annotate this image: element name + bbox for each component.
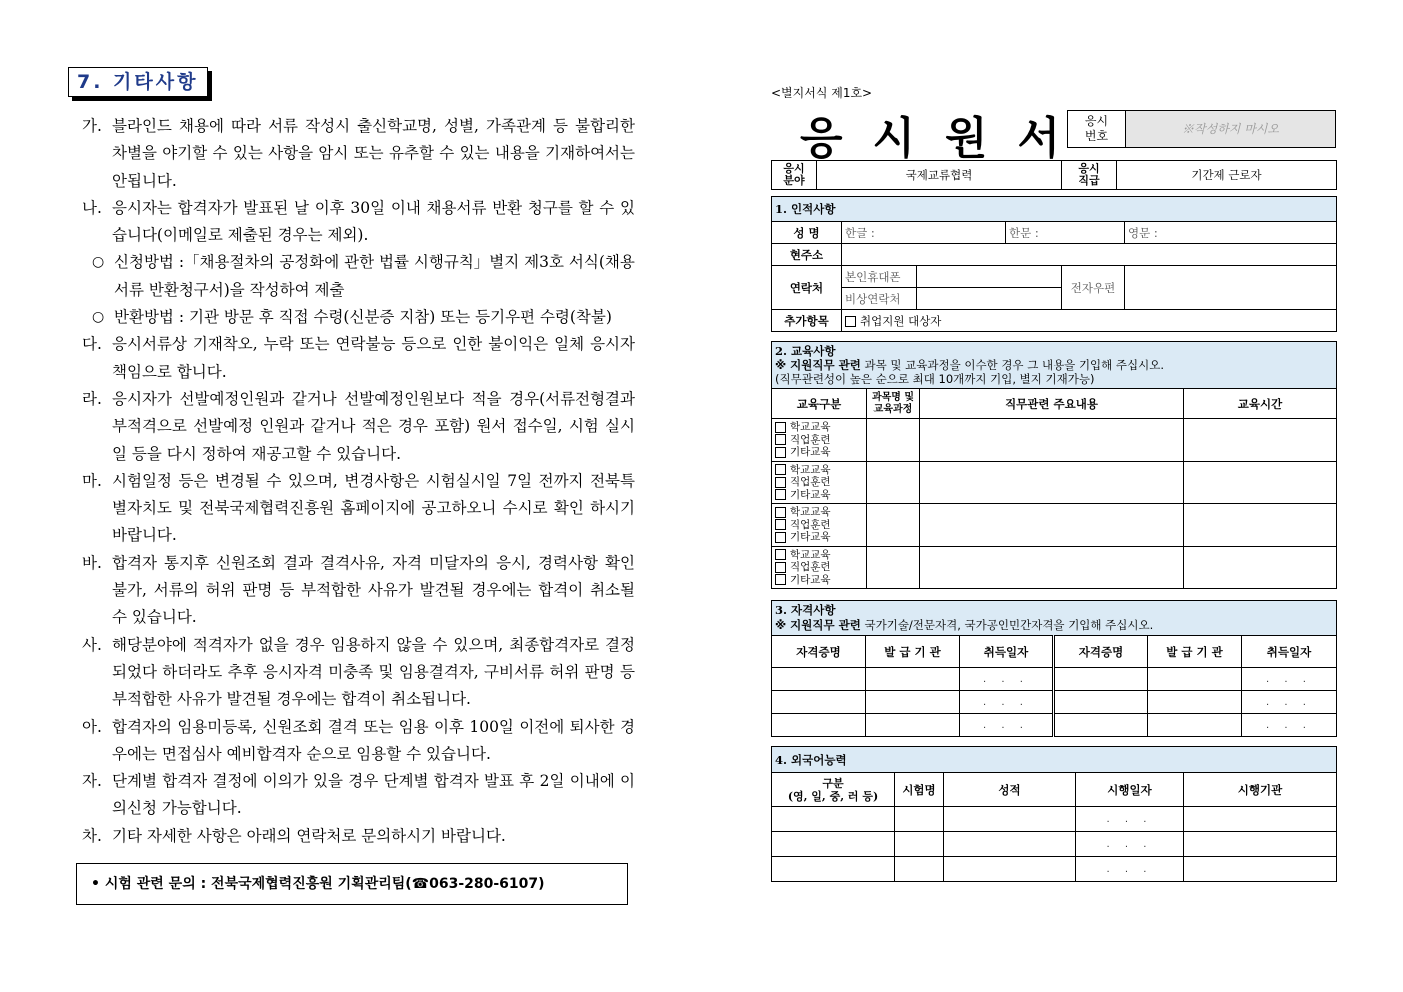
contact-box: • 시험 관련 문의 : 전북국제협력진흥원 기획관리팀(☎063-280-6107): [76, 863, 628, 905]
lang-col-date: 시행일자: [1076, 773, 1184, 807]
item-label: 자.: [82, 772, 102, 791]
rank-value[interactable]: 기간제 근로자: [1117, 161, 1337, 190]
item-text: 해당분야에 적격자가 없을 경우 임용하지 않을 수 있으며, 최종합격자로 결정되었다 하더라도 추후 응시자격 미충족 및 임용결격자, 구비서류 허위 판명 등 부적합한 사유가 발견될 경우에는 합격이 취소됩니다.: [112, 635, 635, 709]
edu-option-label: 기타교육: [790, 573, 831, 586]
item-label: 라.: [82, 389, 102, 408]
checkbox-icon[interactable]: [775, 562, 786, 573]
language-row: [772, 857, 1337, 882]
field-label: 응시 분야: [772, 161, 817, 190]
name-label: 성 명: [772, 222, 842, 244]
edu-option[interactable]: [775, 464, 863, 477]
notice-item: [82, 386, 635, 468]
contact-label: 연락처: [772, 266, 842, 310]
license-field[interactable]: [1148, 668, 1242, 691]
education-header: [772, 342, 1337, 389]
lang-col-org: 시행기관: [1184, 773, 1337, 807]
checkbox-icon[interactable]: [775, 464, 786, 475]
application-number-box: [1067, 110, 1336, 148]
item-label: 가.: [82, 117, 102, 135]
item-text: 시험일정 등은 변경될 수 있으며, 변경사항은 시험실시일 7일 전까지 전북특별자치도 및 전북국제협력진흥원 홈페이지에 공고하오니 수시로 확인 하시기 바랍니다.: [112, 471, 635, 545]
license-col: 자격증명: [1054, 636, 1148, 668]
edu-type-cell: [772, 461, 867, 504]
item-label: 마.: [82, 471, 102, 490]
education-title: 2. 교육사항: [775, 344, 836, 358]
notice-item: [82, 632, 635, 714]
license-header: [772, 601, 1337, 636]
item-label: 다.: [82, 335, 102, 354]
license-col: 자격증명: [772, 636, 866, 668]
license-date-field[interactable]: . . .: [1242, 714, 1337, 737]
notice-subitem: [82, 304, 635, 331]
name-hangul-field[interactable]: 한글 :: [842, 222, 1006, 244]
edu-option-label: 직업훈련: [790, 518, 831, 531]
edu-hours-field[interactable]: [1184, 546, 1337, 589]
lang-field[interactable]: [772, 807, 895, 832]
edu-option-label: 학교교육: [790, 463, 831, 476]
edu-content-field[interactable]: [920, 546, 1184, 589]
field-value[interactable]: 국제교류협력: [817, 161, 1062, 190]
checkbox-icon[interactable]: [775, 507, 786, 518]
personal-table: [771, 196, 1337, 332]
left-page: [0, 0, 700, 992]
license-table: [771, 600, 1337, 737]
email-field[interactable]: [1125, 266, 1337, 310]
extra-option: 취업지원 대상자: [860, 313, 942, 328]
lang-field[interactable]: [1184, 832, 1337, 857]
checkbox-icon[interactable]: [775, 489, 786, 500]
lang-field[interactable]: [895, 832, 944, 857]
item-label: ○: [92, 254, 105, 271]
edu-option-label: 직업훈련: [790, 476, 831, 488]
name-english-field[interactable]: 영문 :: [1125, 222, 1337, 244]
edu-row: [772, 504, 1337, 547]
lang-col-score: 성적: [944, 773, 1076, 807]
edu-row: [772, 461, 1337, 504]
license-field[interactable]: [866, 691, 960, 714]
checkbox-icon[interactable]: [845, 316, 856, 327]
notice-subitem: [82, 249, 635, 304]
edu-type-cell: [772, 546, 867, 589]
lang-field[interactable]: [1184, 807, 1337, 832]
edu-option-label: 학교교육: [790, 506, 831, 518]
notice-item: [82, 550, 635, 632]
notice-list: [82, 113, 635, 850]
lang-field[interactable]: [944, 807, 1076, 832]
edu-option-label: 학교교육: [790, 421, 831, 433]
edu-content-field[interactable]: [920, 419, 1184, 462]
edu-row: [772, 419, 1337, 462]
edu-option[interactable]: [775, 574, 863, 587]
edu-type-cell: [772, 419, 867, 462]
notice-item: [82, 823, 635, 850]
license-field[interactable]: [772, 714, 866, 737]
education-note2: (직무관련성이 높은 순으로 최대 10개까지 기입, 별지 기재가능): [775, 372, 1095, 386]
section-title: 7. 기타사항: [68, 67, 208, 97]
item-text: 블라인드 채용에 따라 서류 작성시 출신학교명, 성별, 가족관계 등 불합리한 차별을 야기할 수 있는 사항을 암시 또는 유추할 수 있는 내용을 기재하여서는 안됩니다.: [112, 117, 635, 190]
license-field[interactable]: [1054, 691, 1148, 714]
edu-col-subject: 과목명 및 교육과정: [867, 389, 920, 419]
form-title: 응시원서: [800, 113, 1091, 164]
lang-field[interactable]: [772, 857, 895, 882]
checkbox-icon[interactable]: [775, 519, 786, 530]
form-label: <별지서식 제1호>: [771, 86, 873, 100]
edu-option[interactable]: [775, 476, 863, 489]
edu-subject-field[interactable]: [867, 419, 920, 462]
extra-label: 추가항목: [772, 310, 842, 332]
license-field[interactable]: [1054, 714, 1148, 737]
checkbox-icon[interactable]: [775, 477, 786, 488]
edu-option[interactable]: [775, 506, 863, 519]
item-text: 반환방법 : 기관 방문 후 직접 수령(신분증 지참) 또는 등기우편 수령(착불): [114, 308, 612, 327]
license-date-field[interactable]: . . .: [960, 668, 1054, 691]
item-label: 바.: [82, 553, 102, 572]
language-row: [772, 832, 1337, 857]
edu-option[interactable]: [775, 446, 863, 459]
address-field[interactable]: [842, 244, 1337, 266]
lang-date-field[interactable]: . . .: [1076, 807, 1184, 832]
license-row: [772, 714, 1337, 737]
license-row: [772, 668, 1337, 691]
education-table: [771, 341, 1337, 589]
lang-field[interactable]: [944, 857, 1076, 882]
checkbox-icon[interactable]: [775, 549, 786, 560]
item-label: ○: [92, 309, 105, 326]
item-label: 아.: [82, 717, 102, 736]
checkbox-icon[interactable]: [775, 422, 786, 433]
checkbox-icon[interactable]: [775, 574, 786, 585]
checkbox-icon[interactable]: [775, 532, 786, 543]
license-field[interactable]: [772, 691, 866, 714]
email-label: 전자우편: [1062, 266, 1125, 310]
lang-field[interactable]: [1184, 857, 1337, 882]
emergency-field[interactable]: [917, 288, 1062, 310]
item-text: 신청방법 :「채용절차의 공정화에 관한 법률 시행규칙」별지 제3호 서식(채용서류 반환청구서)을 작성하여 제출: [114, 253, 635, 299]
notice-item: [82, 195, 635, 250]
edu-option[interactable]: [775, 531, 863, 544]
mobile-label: 본인휴대폰: [842, 266, 917, 288]
license-date-field[interactable]: . . .: [960, 691, 1054, 714]
edu-hours-field[interactable]: [1184, 461, 1337, 504]
item-text: 응시자가 선발예정인원과 같거나 선발예정인원보다 적을 경우(서류전형결과 부적격으로 선발예정 인원과 같거나 적은 경우 포함) 원서 접수일, 시험 실시일 등을 다시 정하여 재공고할 수 있습니다.: [112, 389, 635, 463]
item-label: 나.: [82, 198, 102, 217]
edu-content-field[interactable]: [920, 504, 1184, 547]
edu-hours-field[interactable]: [1184, 504, 1337, 547]
license-date-field[interactable]: . . .: [1242, 668, 1337, 691]
emergency-label: 비상연락처: [842, 288, 917, 310]
license-col: 발 급 기 관: [866, 636, 960, 668]
license-field[interactable]: [1148, 714, 1242, 737]
edu-subject-field[interactable]: [867, 461, 920, 504]
edu-option[interactable]: [775, 561, 863, 574]
license-field[interactable]: [866, 714, 960, 737]
license-field[interactable]: [866, 668, 960, 691]
extra-field: [842, 310, 1337, 332]
item-label: 사.: [82, 635, 102, 654]
edu-option[interactable]: [775, 489, 863, 502]
edu-option-label: 기타교육: [790, 446, 831, 458]
app-no-value: ※작성하지 마시오: [1126, 111, 1335, 147]
edu-hours-field[interactable]: [1184, 419, 1337, 462]
lang-date-field[interactable]: . . .: [1076, 832, 1184, 857]
item-text: 응시자는 합격자가 발표된 날 이후 30일 이내 채용서류 반환 청구를 할 수 있습니다(이메일로 제출된 경우는 제외).: [112, 198, 635, 245]
license-row: [772, 691, 1337, 714]
edu-option-label: 학교교육: [790, 548, 831, 561]
edu-option[interactable]: [775, 434, 863, 447]
lang-field[interactable]: [944, 832, 1076, 857]
license-date-field[interactable]: . . .: [960, 714, 1054, 737]
item-text: 기타 자세한 사항은 아래의 연락처로 문의하시기 바랍니다.: [112, 826, 506, 845]
notice-item: [82, 113, 635, 195]
edu-col-content: 직무관련 주요내용: [920, 389, 1184, 419]
edu-option[interactable]: [775, 519, 863, 532]
item-text: 응시서류상 기재착오, 누락 또는 연락불능 등으로 인한 불이익은 일체 응시자 책임으로 합니다.: [112, 335, 635, 381]
checkbox-icon[interactable]: [775, 447, 786, 458]
app-no-label: 응시 번호: [1068, 111, 1126, 147]
license-field[interactable]: [1054, 668, 1148, 691]
license-col: 취득일자: [960, 636, 1054, 668]
item-text: 합격자의 임용미등록, 신원조회 결격 또는 임용 이후 100일 이전에 퇴사한 경우에는 면접심사 예비합격자 순으로 임용할 수 있습니다.: [112, 717, 635, 763]
edu-subject-field[interactable]: [867, 504, 920, 547]
checkbox-icon[interactable]: [775, 434, 786, 445]
edu-option-label: 직업훈련: [790, 433, 831, 446]
license-col: 발 급 기 관: [1148, 636, 1242, 668]
notice-item: [82, 331, 635, 386]
rank-label: 응시 직급: [1062, 161, 1117, 190]
notice-item: [82, 468, 635, 550]
lang-col-type: 구분 (영, 일, 중, 러 등): [772, 773, 895, 807]
lang-date-field[interactable]: . . .: [1076, 857, 1184, 882]
item-text: 단계별 합격자 결정에 이의가 있을 경우 단계별 합격자 발표 후 2일 이내에 이의신청 가능합니다.: [112, 772, 635, 818]
item-text: 합격자 통지후 신원조회 결과 결격사유, 자격 미달자의 응시, 경력사항 확인 불가, 서류의 허위 판명 등 부적합한 사유가 발견될 경우에는 합격이 취소될 수 있습니다.: [112, 553, 635, 627]
name-hanmun-field[interactable]: 한문 :: [1006, 222, 1125, 244]
license-date-field[interactable]: . . .: [1242, 691, 1337, 714]
edu-subject-field[interactable]: [867, 546, 920, 589]
language-row: [772, 807, 1337, 832]
license-field[interactable]: [772, 668, 866, 691]
lang-field[interactable]: [895, 857, 944, 882]
education-note1: ※ 지원직무 관련 과목 및 교육과정을 이수한 경우 그 내용을 기입해 주십시오.: [775, 358, 1165, 372]
notice-item: [82, 714, 635, 769]
mobile-field[interactable]: [917, 266, 1062, 288]
edu-type-cell: [772, 504, 867, 547]
edu-option-label: 기타교육: [790, 488, 831, 501]
license-title: 3. 자격사항: [775, 603, 836, 617]
edu-option-label: 기타교육: [790, 531, 831, 543]
language-table: [771, 746, 1337, 882]
edu-row: [772, 546, 1337, 589]
personal-title: 1. 인적사항: [772, 197, 1337, 222]
license-col: 취득일자: [1242, 636, 1337, 668]
address-label: 현주소: [772, 244, 842, 266]
lang-col-test: 시험명: [895, 773, 944, 807]
field-rank-table: [771, 160, 1337, 190]
lang-field[interactable]: [895, 807, 944, 832]
lang-field[interactable]: [772, 832, 895, 857]
edu-col-type: 교육구분: [772, 389, 867, 419]
edu-content-field[interactable]: [920, 461, 1184, 504]
notice-item: [82, 768, 635, 823]
edu-option[interactable]: [775, 421, 863, 434]
edu-col-hours: 교육시간: [1184, 389, 1337, 419]
language-title: 4. 외국어능력: [772, 747, 1337, 773]
license-note: ※ 지원직무 관련 국가기술/전문자격, 국가공인민간자격을 기입해 주십시오.: [775, 618, 1154, 632]
edu-option[interactable]: [775, 549, 863, 562]
license-field[interactable]: [1148, 691, 1242, 714]
edu-option-label: 직업훈련: [790, 561, 831, 573]
item-label: 차.: [82, 826, 102, 845]
